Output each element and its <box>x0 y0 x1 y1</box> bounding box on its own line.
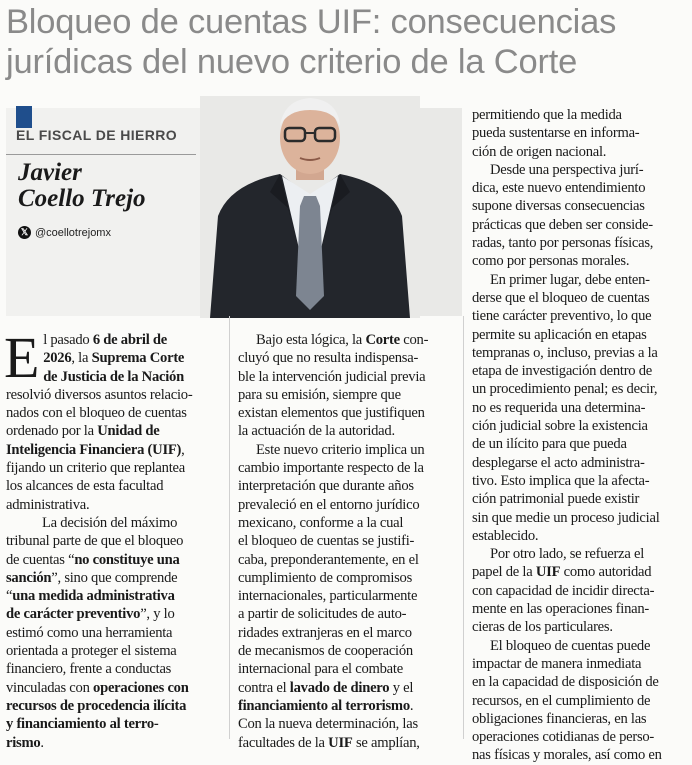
author-first-name: Javier <box>18 159 82 186</box>
paragraph: E l pasado 6 de abril de 2026, la Suprema Corte de Justicia de la Nación resolvió diversos asuntos relacio- nados con el bloqueo de cuentas ordenado por la Unidad de Inteligencia Financiera (UIF), fijando un criterio que replantea los alcances de esta facultad administrativa. <box>4 325 193 513</box>
paragraph: La decisión del máximo tribunal parte de que el bloqueo de cuentas “no constituye una sanción”, sino que comprende “una medida administrativa de carácter preventivo”, y lo estimó como una herramienta orientada a proteger el sistema financiero, frente a conductas vinculadas con operaciones con recursos de procedencia ilícita y financiamiento al terro- rismo. <box>6 514 189 751</box>
article-column-1 <box>4 325 220 752</box>
paragraph: El bloqueo de cuentas puede impactar de manera inmediata en la capacidad de disposición de recursos, en el cumplimiento de obligaciones financieras, en las operaciones cotidianas de perso- nas físicas y morales, así como en <box>472 637 662 764</box>
column-divider <box>463 316 464 739</box>
column-section-label: EL FISCAL DE HIERRO <box>16 127 178 143</box>
section-accent-tab <box>16 106 32 128</box>
section-rule <box>6 154 196 155</box>
headline-line-1: Bloqueo de cuentas UIF: consecuencias <box>6 3 617 41</box>
paragraph: Bajo esta lógica, la Corte con- cluyó que no resulta indispensa- ble la intervención judicial previa para su emisión, siempre que existan elementos que justifiquen la actuación de la autoridad. <box>238 332 429 440</box>
author-name <box>18 160 146 212</box>
paragraph: En primer lugar, debe enten- derse que el bloqueo de cuentas tiene carácter preventivo, lo que permite su aplicación en etapas tempranas o, incluso, previas a la etapa de investigación dentro de un procedimiento penal; es decir, no es requerida una determina- ción judicial sobre la existencia de un ilícito para que pueda desplegarse el acto administra- tivo. Esto implica que la afecta- ción patrimonial puede existir sin que medie un proceso judicial establecido. <box>472 271 660 544</box>
social-handle-text: @coellotrejomx <box>35 226 111 239</box>
paragraph: Desde una perspectiva jurí- dica, este nuevo entendimiento supone diversas consecuencias prácticas que deben ser conside- radas, tanto por personas físicas, como por personas morales. <box>472 161 654 270</box>
author-portrait <box>200 96 420 318</box>
article-headline <box>6 2 690 82</box>
column-divider <box>229 316 230 739</box>
paragraph: Por otro lado, se refuerza el papel de la UIF como autoridad con capacidad de incidir directa- mente en las operaciones finan- cieras de los particulares. <box>472 546 655 636</box>
paragraph: permitiendo que la medida pueda sustentarse en informa- ción de origen nacional. <box>472 107 640 160</box>
x-logo-icon: 𝕏 <box>18 226 31 239</box>
social-handle[interactable] <box>18 226 111 239</box>
drop-cap: E <box>4 325 40 390</box>
paragraph: Este nuevo criterio implica un cambio importante respecto de la interpretación que durante años prevaleció en el entorno jurídico mexicano, conforme a la cual el bloqueo de cuentas se justifi- caba, preponderantemente, en el cumplimiento de compromisos internacionales, particularmente a partir de solicitudes de auto- ridades extranjeras en el marco de mecanismos de cooperación internacional para el combate contra el lavado de dinero y el financiamiento al terrorismo. Con la nueva determinación, las facultades de la UIF se amplían, <box>238 441 425 751</box>
author-last-name: Coello Trejo <box>18 185 146 212</box>
article-column-2 <box>238 331 454 752</box>
headline-line-2: jurídicas del nuevo criterio de la Corte <box>6 43 578 81</box>
article-column-3 <box>472 106 688 765</box>
